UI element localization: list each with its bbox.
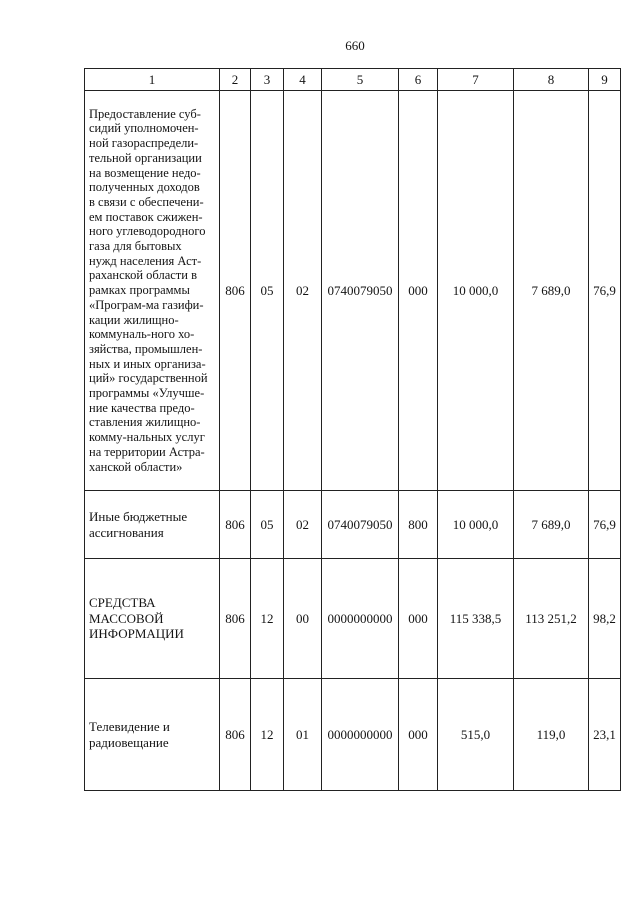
- target-article-cell: 0000000000: [322, 559, 399, 679]
- section-code-cell: 12: [251, 679, 284, 791]
- section-code-cell: 05: [251, 491, 284, 559]
- table-row: [85, 491, 621, 559]
- section-code-cell: 12: [251, 559, 284, 679]
- expense-name-cell: Предоставление суб- сидий уполномочен- ной газораспредели- тельной организации на возмещение недо- полученных доходов в связи с обеспечени- ем поставок сжижен- ного углеводородного газа для бытовых нужд населения Аст- раханской области в рамках программы «Програм-ма газифи- кации жилищно- коммуналь-ного хо- зяйства, промышлен- ных и иных организа- ций» государственной программы «Улучше- ние качества предо- ставления жилищно- комму-нальных услуг на территории Астра- ханской области»: [85, 91, 220, 491]
- expense-type-cell: 000: [399, 91, 438, 491]
- subsection-code-cell: 00: [284, 559, 322, 679]
- target-article-cell: 0740079050: [322, 91, 399, 491]
- header-cell: 3: [251, 69, 284, 91]
- header-cell: 4: [284, 69, 322, 91]
- expense-name-cell: Телевидение и радиовещание: [85, 679, 220, 791]
- executed-amount-cell: 7 689,0: [514, 91, 589, 491]
- header-cell: 6: [399, 69, 438, 91]
- target-article-cell: 0000000000: [322, 679, 399, 791]
- section-code-cell: 05: [251, 91, 284, 491]
- table-row: [85, 91, 621, 491]
- executed-amount-cell: 119,0: [514, 679, 589, 791]
- planned-amount-cell: 10 000,0: [438, 91, 514, 491]
- table-row: [85, 679, 621, 791]
- ministry-code-cell: 806: [220, 491, 251, 559]
- ministry-code-cell: 806: [220, 91, 251, 491]
- executed-amount-cell: 113 251,2: [514, 559, 589, 679]
- execution-percent-cell: 76,9: [589, 491, 621, 559]
- expense-type-cell: 000: [399, 559, 438, 679]
- header-row: [85, 69, 621, 91]
- execution-percent-cell: 76,9: [589, 91, 621, 491]
- expense-name-cell: СРЕДСТВА МАССОВОЙ ИНФОРМАЦИИ: [85, 559, 220, 679]
- page-number: 660: [345, 38, 365, 53]
- subsection-code-cell: 01: [284, 679, 322, 791]
- header-cell: 8: [514, 69, 589, 91]
- header-cell: 9: [589, 69, 621, 91]
- ministry-code-cell: 806: [220, 559, 251, 679]
- expense-type-cell: 000: [399, 679, 438, 791]
- table-row: [85, 559, 621, 679]
- header-cell: 2: [220, 69, 251, 91]
- target-article-cell: 0740079050: [322, 491, 399, 559]
- planned-amount-cell: 115 338,5: [438, 559, 514, 679]
- budget-table: [84, 68, 621, 791]
- subsection-code-cell: 02: [284, 491, 322, 559]
- expense-type-cell: 800: [399, 491, 438, 559]
- planned-amount-cell: 515,0: [438, 679, 514, 791]
- subsection-code-cell: 02: [284, 91, 322, 491]
- execution-percent-cell: 23,1: [589, 679, 621, 791]
- header-cell: 5: [322, 69, 399, 91]
- expense-name-cell: Иные бюджетные ассигнования: [85, 491, 220, 559]
- header-cell: 1: [85, 69, 220, 91]
- header-cell: 7: [438, 69, 514, 91]
- execution-percent-cell: 98,2: [589, 559, 621, 679]
- planned-amount-cell: 10 000,0: [438, 491, 514, 559]
- executed-amount-cell: 7 689,0: [514, 491, 589, 559]
- ministry-code-cell: 806: [220, 679, 251, 791]
